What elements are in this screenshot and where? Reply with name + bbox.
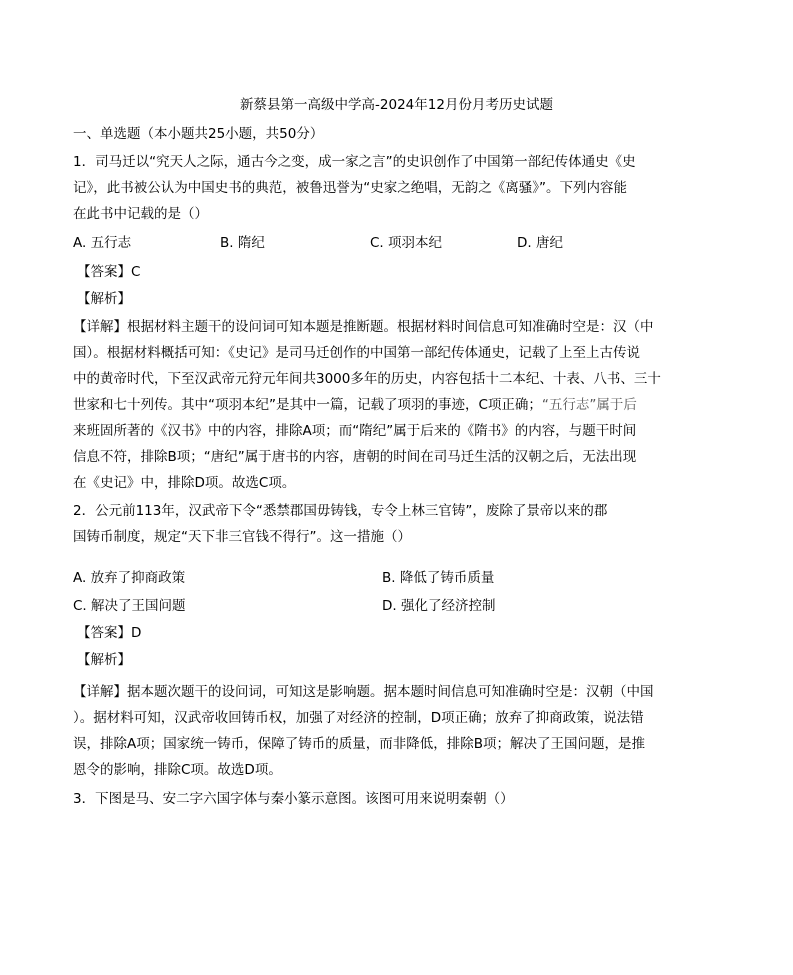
q1-detail-line-4-main: 世家和七十列传。其中“项羽本纪”是其中一篇，记载了项羽的事迹，C项正确； <box>73 397 542 413</box>
q2-option-d: D. 强化了经济控制 <box>382 598 496 614</box>
q1-detail-line-4 <box>73 395 713 415</box>
q2-answer: 【答案】D <box>77 625 142 641</box>
document-title: 新蔡县第一高级中学高-2024年12月份月考历史试题 <box>240 97 553 113</box>
q2-detail-line-1: 【详解】据本题次题干的设问词，可知这是影响题。据本题时间信息可知准确时空是：汉朝（中国 <box>73 684 654 700</box>
q1-stem-line-1: 1．司马迁以“究天人之际，通古今之变，成一家之言”的史识创作了中国第一部纪传体通史《史 <box>73 154 636 170</box>
q1-detail-line-7: 在《史记》中，排除D项。故选C项。 <box>73 475 296 491</box>
q1-analysis-label: 【解析】 <box>77 291 131 307</box>
q1-detail-line-2: 国）。根据材料概括可知：《史记》是司马迁创作的中国第一部纪传体通史，记载了上至上古传说 <box>73 345 640 361</box>
section-header: 一、单选题（本小题共25小题，共50分） <box>73 126 324 142</box>
q1-option-a: A. 五行志 <box>73 235 132 251</box>
q2-stem-line-2: 国铸币制度，规定“天下非三官钱不得行”。这一措施（） <box>73 529 411 545</box>
q1-stem-line-3: 在此书中记载的是（） <box>73 206 208 222</box>
q1-detail-line-6: 信息不符，排除B项；“唐纪”属于唐书的内容，唐朝的时间在司马迁生活的汉朝之后，无法出现 <box>73 449 637 465</box>
q3-stem-line-1: 3．下图是马、安二字六国字体与秦小篆示意图。该图可用来说明秦朝（） <box>73 791 514 807</box>
q2-option-a: A. 放弃了抑商政策 <box>73 570 186 586</box>
q1-option-d: D. 唐纪 <box>517 235 563 251</box>
q2-option-b: B. 降低了铸币质量 <box>382 570 495 586</box>
q1-detail-line-4-tail: “五行志”属于后 <box>541 397 637 413</box>
q2-analysis-label: 【解析】 <box>77 652 131 668</box>
q2-option-c: C. 解决了王国问题 <box>73 598 186 614</box>
q1-answer: 【答案】C <box>77 264 141 280</box>
q1-detail-line-1: 【详解】根据材料主题干的设问词可知本题是推断题。根据材料时间信息可知准确时空是：汉（中 <box>73 319 654 335</box>
q1-detail-line-3: 中的黄帝时代，下至汉武帝元狩元年间共3000多年的历史，内容包括十二本纪、十表、八书、三十 <box>73 371 661 387</box>
q1-detail-line-5: 来班固所著的《汉书》中的内容，排除A项；而“隋纪”属于后来的《隋书》的内容，与题干时间 <box>73 423 637 439</box>
q2-detail-line-3: 误，排除A项；国家统一铸币，保障了铸币的质量，而非降低，排除B项；解决了王国问题，是推 <box>73 736 645 752</box>
q1-option-c: C. 项羽本纪 <box>370 235 443 251</box>
q2-detail-line-4: 恩令的影响，排除C项。故选D项。 <box>73 762 282 778</box>
q2-stem-line-1: 2．公元前113年，汉武帝下令“悉禁郡国毋铸钱，专令上林三官铸”，废除了景帝以来的郡 <box>73 503 608 519</box>
q1-stem-line-2: 记》，此书被公认为中国史书的典范，被鲁迅誉为“史家之绝唱，无韵之《离骚》”。下列内容能 <box>73 180 627 196</box>
q1-option-b: B. 隋纪 <box>220 235 265 251</box>
q2-detail-line-2: ）。据材料可知，汉武帝收回铸币权，加强了对经济的控制，D项正确；放弃了抑商政策，说法错 <box>73 710 644 726</box>
